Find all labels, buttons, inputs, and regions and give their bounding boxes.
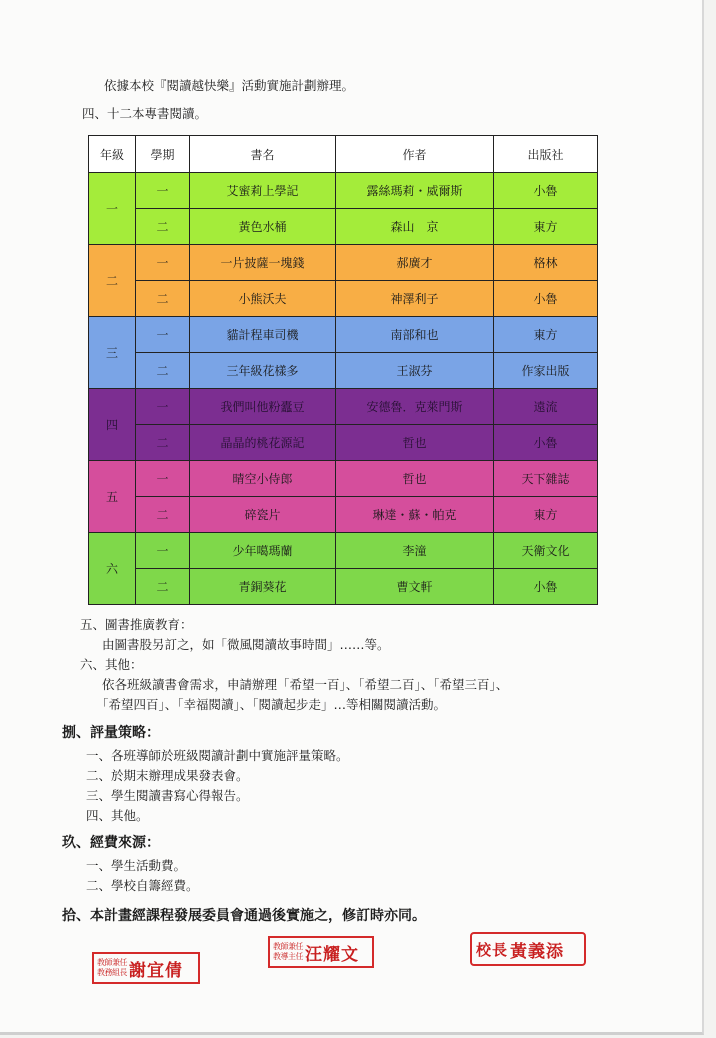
term-cell: 二 bbox=[136, 353, 190, 389]
author-cell: 哲也 bbox=[336, 461, 494, 497]
author-cell: 郝廣才 bbox=[336, 245, 494, 281]
term-cell: 二 bbox=[136, 281, 190, 317]
publisher-cell: 格林 bbox=[494, 245, 598, 281]
header-term: 學期 bbox=[136, 136, 190, 173]
author-cell: 神澤利子 bbox=[336, 281, 494, 317]
table-row bbox=[89, 317, 598, 353]
term-cell: 二 bbox=[136, 425, 190, 461]
stamp-director bbox=[268, 936, 374, 968]
table-row bbox=[89, 173, 598, 209]
author-cell: 琳達・蘇・帕克 bbox=[336, 497, 494, 533]
funding-item: 二、學校自籌經費。 bbox=[86, 878, 199, 893]
header-grade: 年級 bbox=[89, 136, 136, 173]
section6-heading: 六、其他： bbox=[80, 657, 143, 672]
section4-heading: 四、十二本專書閱讀。 bbox=[82, 106, 208, 121]
publisher-cell: 東方 bbox=[494, 497, 598, 533]
grade-cell: 六 bbox=[89, 533, 136, 605]
term-cell: 二 bbox=[136, 497, 190, 533]
title-cell: 青銅葵花 bbox=[190, 569, 336, 605]
grade-cell: 三 bbox=[89, 317, 136, 389]
stamp-name: 汪耀文 bbox=[305, 944, 359, 965]
publisher-cell: 東方 bbox=[494, 209, 598, 245]
evaluation-item: 四、其他。 bbox=[86, 808, 149, 823]
table-row bbox=[89, 389, 598, 425]
final-clause: 拾、本計畫經課程發展委員會通過後實施之，修訂時亦同。 bbox=[62, 908, 426, 924]
term-cell: 二 bbox=[136, 209, 190, 245]
title-cell: 貓計程車司機 bbox=[190, 317, 336, 353]
evaluation-item: 一、各班導師於班級閱讀計劃中實施評量策略。 bbox=[86, 748, 349, 763]
publisher-cell: 天衛文化 bbox=[494, 533, 598, 569]
book-table bbox=[88, 135, 598, 605]
author-cell: 李潼 bbox=[336, 533, 494, 569]
table-row bbox=[89, 533, 598, 569]
table-row bbox=[89, 497, 598, 533]
title-cell: 我們叫他粉蠹豆 bbox=[190, 389, 336, 425]
grade-cell: 一 bbox=[89, 173, 136, 245]
stamp-title: 教師兼任 bbox=[273, 942, 303, 951]
publisher-cell: 小魯 bbox=[494, 425, 598, 461]
section5-heading: 五、圖書推廣教育： bbox=[80, 617, 193, 632]
term-cell: 一 bbox=[136, 317, 190, 353]
title-cell: 晴空小侍郎 bbox=[190, 461, 336, 497]
evaluation-item: 三、學生閱讀書寫心得報告。 bbox=[86, 788, 249, 803]
funding-item: 一、學生活動費。 bbox=[86, 858, 187, 873]
publisher-cell: 作家出版 bbox=[494, 353, 598, 389]
stamp-title: 教導主任 bbox=[273, 952, 303, 961]
intro-text: 依據本校『閱讀越快樂』活動實施計劃辦理。 bbox=[104, 78, 355, 93]
title-cell: 一片披薩一塊錢 bbox=[190, 245, 336, 281]
title-cell: 碎瓷片 bbox=[190, 497, 336, 533]
stamp-academic-affairs bbox=[92, 952, 200, 984]
evaluation-item: 二、於期末辦理成果發表會。 bbox=[86, 768, 249, 783]
term-cell: 一 bbox=[136, 461, 190, 497]
term-cell: 一 bbox=[136, 245, 190, 281]
table-row bbox=[89, 209, 598, 245]
publisher-cell: 小魯 bbox=[494, 173, 598, 209]
table-row bbox=[89, 281, 598, 317]
header-title: 書名 bbox=[190, 136, 336, 173]
publisher-cell: 小魯 bbox=[494, 281, 598, 317]
stamp-name: 謝宜倩 bbox=[129, 960, 183, 981]
stamp-principal bbox=[470, 932, 586, 966]
section5-body: 由圖書股另訂之，如「微風閱讀故事時間」……等。 bbox=[102, 637, 390, 652]
term-cell: 二 bbox=[136, 569, 190, 605]
publisher-cell: 小魯 bbox=[494, 569, 598, 605]
table-header-row bbox=[89, 136, 598, 173]
author-cell: 安德魯．克萊門斯 bbox=[336, 389, 494, 425]
grade-cell: 五 bbox=[89, 461, 136, 533]
term-cell: 一 bbox=[136, 533, 190, 569]
title-cell: 艾蜜莉上學記 bbox=[190, 173, 336, 209]
table-row bbox=[89, 425, 598, 461]
title-cell: 晶晶的桃花源記 bbox=[190, 425, 336, 461]
term-cell: 一 bbox=[136, 173, 190, 209]
header-publisher: 出版社 bbox=[494, 136, 598, 173]
title-cell: 少年噶瑪蘭 bbox=[190, 533, 336, 569]
table-row bbox=[89, 569, 598, 605]
section6-body-line1: 依各班級讀書會需求，申請辦理「希望一百」、「希望二百」、「希望三百」、 bbox=[102, 677, 509, 692]
author-cell: 南部和也 bbox=[336, 317, 494, 353]
publisher-cell: 天下雜誌 bbox=[494, 461, 598, 497]
author-cell: 王淑芬 bbox=[336, 353, 494, 389]
funding-heading: 玖、經費來源： bbox=[62, 835, 160, 851]
table-body bbox=[89, 173, 598, 605]
grade-cell: 二 bbox=[89, 245, 136, 317]
author-cell: 露絲瑪莉・威爾斯 bbox=[336, 173, 494, 209]
title-cell: 黃色水桶 bbox=[190, 209, 336, 245]
publisher-cell: 東方 bbox=[494, 317, 598, 353]
stamp-name: 黃義添 bbox=[510, 941, 565, 962]
header-author: 作者 bbox=[336, 136, 494, 173]
author-cell: 曹文軒 bbox=[336, 569, 494, 605]
author-cell: 哲也 bbox=[336, 425, 494, 461]
evaluation-heading: 捌、評量策略： bbox=[62, 725, 160, 741]
grade-cell: 四 bbox=[89, 389, 136, 461]
table-row bbox=[89, 245, 598, 281]
publisher-cell: 遠流 bbox=[494, 389, 598, 425]
stamp-title: 校長 bbox=[476, 940, 509, 959]
table-row bbox=[89, 353, 598, 389]
author-cell: 森山 京 bbox=[336, 209, 494, 245]
title-cell: 小熊沃夫 bbox=[190, 281, 336, 317]
table-row bbox=[89, 461, 598, 497]
stamp-title: 教務組長 bbox=[97, 968, 127, 977]
stamp-title: 教師兼任 bbox=[97, 958, 127, 967]
section6-body-line2: 「希望四百」、「幸福閱讀」、「閱讀起步走」…等相關閱讀活動。 bbox=[96, 697, 447, 712]
title-cell: 三年級花樣多 bbox=[190, 353, 336, 389]
term-cell: 一 bbox=[136, 389, 190, 425]
